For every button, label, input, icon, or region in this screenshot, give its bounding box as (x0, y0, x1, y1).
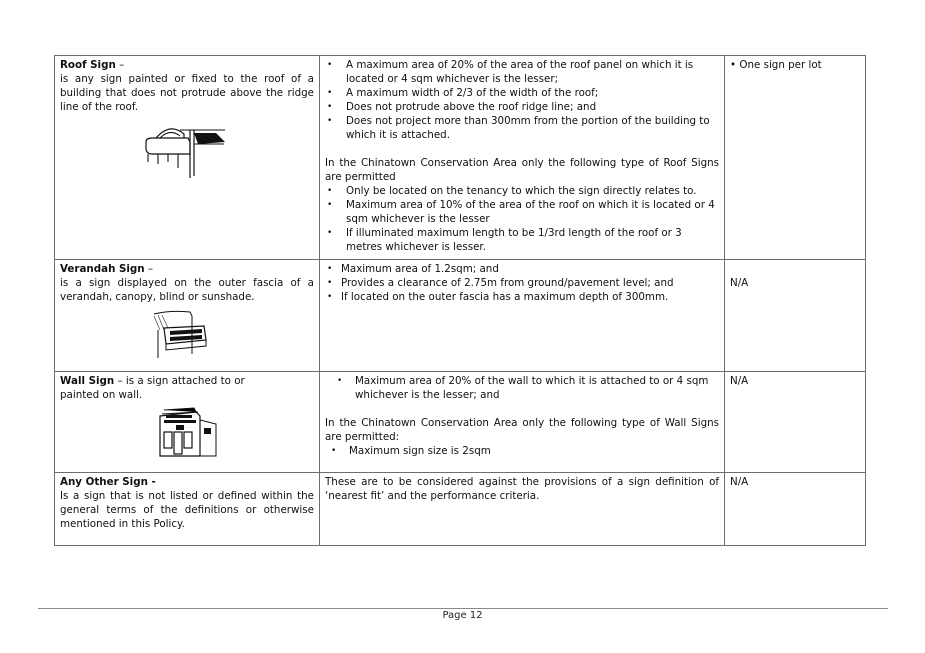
term-title: Wall Sign (60, 375, 115, 387)
limit-text: N/A (730, 277, 749, 289)
verandah-sign-illustration (150, 310, 210, 360)
conservation-item: • Maximum area of 10% of the area of the roof on which it is located or 4 sqm whichever is the lesser (325, 198, 719, 226)
criteria-text: These are to be considered against the provisions of a sign definition of ‘nearest fit’ and the performance criteria. (325, 476, 719, 502)
criteria-item: • Provides a clearance of 2.75m from ground/pavement level; and (325, 276, 719, 290)
criteria-item: • A maximum area of 20% of the area of the roof panel on which it is located or 4 sqm whichever is the lesser; (325, 58, 719, 86)
limit-cell (725, 56, 866, 260)
definition-cell (55, 473, 320, 546)
criteria-cell (320, 473, 725, 546)
conservation-item: • Maximum sign size is 2sqm (319, 444, 719, 458)
definition-cell: Verandah Sign – is a sign displayed on the outer fascia of a verandah, canopy, blind or sunshade. (55, 260, 320, 372)
limit-text: N/A (730, 375, 749, 387)
page-number: Page 12 (442, 610, 483, 621)
definition-cell: Wall Sign – is a sign attached to or painted on wall. (55, 372, 320, 473)
term-definition: is a sign displayed on the outer fascia of a verandah, canopy, blind or sunshade. (60, 277, 314, 303)
table-row-wall-sign (55, 372, 866, 473)
table-row-roof-sign (55, 56, 866, 260)
criteria-item: • Does not protrude above the roof ridge line; and (325, 100, 719, 114)
table-row-verandah-sign (55, 260, 866, 372)
table-row-any-other-sign (55, 473, 866, 546)
criteria-item: • Does not project more than 300mm from the portion of the building to which it is attached. (325, 114, 719, 142)
criteria-item: • Maximum area of 20% of the wall to which it is attached to or 4 sqm whichever is the lesser; and (325, 374, 719, 402)
term-title: Any Other Sign - (60, 476, 156, 488)
sign-types-table (54, 55, 866, 546)
roof-sign-illustration (140, 120, 235, 178)
term-definition: painted on wall. (60, 389, 143, 401)
criteria-item: • A maximum width of 2/3 of the width of the roof; (325, 86, 719, 100)
criteria-cell (320, 260, 725, 372)
term-title: Verandah Sign (60, 263, 145, 275)
term-title: Roof Sign (60, 59, 116, 71)
conservation-item: • If illuminated maximum length to be 1/3rd length of the roof or 3 metres whichever is lesser. (325, 226, 719, 254)
criteria-item: • Maximum area of 1.2sqm; and (325, 262, 719, 276)
conservation-item: • Only be located on the tenancy to which the sign directly relates to. (325, 184, 719, 198)
limit-text: N/A (730, 476, 749, 488)
criteria-cell (320, 56, 725, 260)
criteria-cell (320, 372, 725, 473)
term-definition: is any sign painted or fixed to the roof of a building that does not protrude above the ridge line of the roof. (60, 73, 314, 113)
definition-cell: Roof Sign – is any sign painted or fixed to the roof of a building that does not protrude above the ridge line of the roof. (55, 56, 320, 260)
term-definition: Is a sign that is not listed or defined within the general terms of the definitions or otherwise mentioned in this Policy. (60, 490, 314, 530)
conservation-intro: In the Chinatown Conservation Area only the following type of Wall Signs are permitted: (325, 417, 719, 443)
limit-text: • One sign per lot (730, 59, 822, 71)
conservation-intro: In the Chinatown Conservation Area only the following type of Roof Signs are permitted (325, 157, 719, 183)
footer-divider (38, 608, 888, 609)
limit-cell (725, 260, 866, 372)
criteria-item: • If located on the outer fascia has a maximum depth of 300mm. (325, 290, 719, 304)
wall-sign-illustration (156, 406, 218, 458)
limit-cell (725, 473, 866, 546)
limit-cell (725, 372, 866, 473)
